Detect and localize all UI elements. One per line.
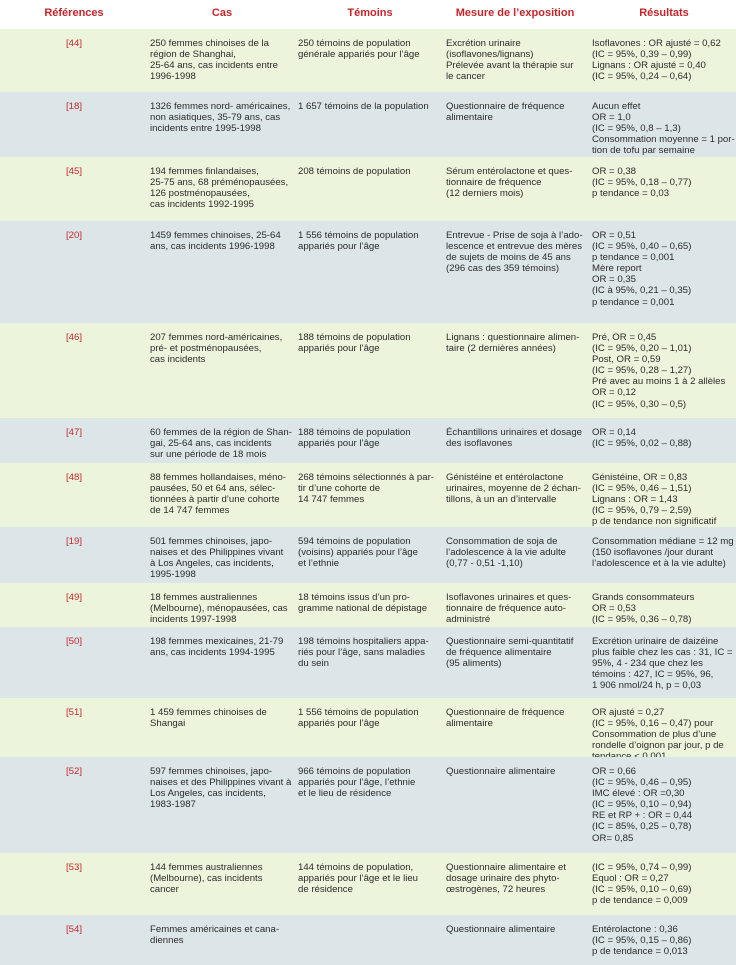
- cas-cell: [150, 472, 286, 516]
- cas-line: pausées, 50 et 64 ans, sélec-: [150, 483, 276, 495]
- resultats-line: RE et RP + : OR = 0,44: [592, 810, 693, 822]
- mesure-line: tionnaire de fréquence auto-: [446, 603, 567, 615]
- cas-line: ans, cas incidents 1994-1995: [150, 647, 275, 659]
- resultats-line: OR = 1,0: [592, 112, 631, 124]
- reference-cell: [52]: [65, 766, 82, 777]
- cas-cell: [150, 332, 282, 365]
- resultats-line: Pré avec au moins 1 à 2 allèles: [592, 376, 726, 388]
- mesure-line: dosage urinaire des phyto-: [446, 873, 560, 885]
- mesure-line: Prélevée avant la thérapie sur: [446, 60, 574, 72]
- mesure-cell: [446, 332, 579, 354]
- resultats-line: OR = 0,53: [592, 603, 636, 615]
- cas-line: à Los Angeles, cas incidents,: [150, 558, 274, 570]
- mesure-cell: [446, 101, 564, 123]
- mesure-cell: [446, 592, 571, 625]
- resultats-line: IMC élevé : OR =0,30: [592, 788, 685, 800]
- resultats-line: Post, OR = 0,59: [592, 354, 661, 366]
- reference-cell: [19]: [65, 536, 82, 547]
- resultats-line: Pré, OR = 0,45: [592, 332, 657, 343]
- temoins-line: gramme national de dépistage: [298, 603, 428, 615]
- mesure-line: (0,77 - 0,51 -1,10): [446, 558, 523, 570]
- cas-line: 501 femmes chinoises, japo-: [150, 536, 273, 547]
- mesure-cell: [446, 38, 573, 82]
- cas-line: 1326 femmes nord- américaines,: [150, 101, 291, 112]
- reference-cell: [46]: [65, 332, 82, 343]
- mesure-cell: [446, 472, 581, 505]
- mesure-line: le cancer: [446, 71, 485, 83]
- resultats-line: OR = 0,38: [592, 166, 636, 177]
- resultats-line: OR= 0,85: [592, 832, 634, 844]
- cas-line: ans, cas incidents 1996-1998: [150, 241, 275, 253]
- resultats-line: Aucun effet: [592, 101, 641, 112]
- temoins-line: 14 747 femmes: [298, 494, 365, 506]
- table-row: [0, 853, 736, 915]
- mesure-cell: [446, 536, 566, 569]
- resultats-cell: [592, 536, 734, 569]
- cas-cell: [150, 230, 281, 252]
- resultats-line: Equol : OR = 0,27: [592, 873, 669, 885]
- resultats-cell: [592, 472, 716, 527]
- resultats-line: OR = 0,14: [592, 427, 636, 438]
- resultats-line: (IC = 95%, 0,39 – 0,99): [592, 49, 692, 61]
- temoins-line: 1 657 témoins de la population: [298, 101, 429, 112]
- cas-line: tionnées à partir d’une cohorte: [150, 494, 280, 506]
- mesure-line: Sérum entérolactone et ques-: [446, 166, 573, 177]
- cas-line: 207 femmes nord-américaines,: [150, 332, 283, 343]
- mesure-line: Génistéine et entérolactone: [446, 472, 564, 483]
- resultats-line: (IC = 95%, 0,8 – 1,3): [592, 123, 681, 135]
- resultats-line: (IC = 95%, 0,10 – 0,94): [592, 799, 692, 811]
- mesure-line: Isoflavones urinaires et ques-: [446, 592, 572, 603]
- cas-line: incidents 1997-1998: [150, 614, 237, 626]
- cas-cell: [150, 166, 288, 210]
- mesure-line: administré: [446, 614, 491, 626]
- cas-line: 18 femmes australiennes: [150, 592, 258, 603]
- cas-cell: [150, 101, 290, 134]
- temoins-line: de résidence: [298, 884, 353, 896]
- cas-line: 597 femmes chinoises, japo-: [150, 766, 273, 777]
- cas-cell: [150, 707, 267, 729]
- reference-cell: [45]: [65, 166, 82, 177]
- resultats-line: Lignans : OR ajusté = 0,40: [592, 60, 706, 72]
- resultats-line: (IC à 95%, 0,21 – 0,35): [592, 285, 692, 297]
- mesure-cell: [446, 862, 566, 895]
- mesure-line: (12 derniers mois): [446, 188, 524, 200]
- header-temoins: Témoins: [347, 7, 393, 19]
- resultats-line: (IC = 95%, 0,46 – 0,95): [592, 777, 692, 789]
- temoins-line: 18 témoins issus d’un pro-: [298, 592, 410, 603]
- reference-cell: [44]: [65, 38, 82, 49]
- reference-cell: [18]: [65, 101, 82, 112]
- temoins-line: 268 témoins sélectionnés à par-: [298, 472, 434, 483]
- mesure-line: (95 aliments): [446, 658, 502, 670]
- table-row: [0, 418, 736, 463]
- table-row: [0, 915, 736, 965]
- resultats-line: (IC = 95%, 0,18 – 0,77): [592, 177, 692, 189]
- table-row: [0, 29, 736, 92]
- mesure-cell: [446, 766, 555, 777]
- table-row: [0, 463, 736, 527]
- temoins-cell: [298, 592, 427, 614]
- resultats-line: (IC = 95%, 0,79 – 2,59): [592, 505, 692, 517]
- mesure-line: alimentaire: [446, 112, 493, 124]
- resultats-line: (IC = 95%, 0,46 – 1,51): [592, 483, 692, 495]
- resultats-cell: [592, 592, 694, 625]
- mesure-line: l’adolescence à la vie adulte: [446, 547, 567, 559]
- resultats-line: (IC = 95%, 0,16 – 0,47) pour: [592, 718, 714, 730]
- cas-line: naises et des Philippines vivant: [150, 547, 284, 559]
- temoins-line: 594 témoins de population: [298, 536, 411, 547]
- temoins-line: 1 556 témoins de population: [298, 707, 419, 718]
- resultats-cell: [592, 38, 721, 82]
- header-references: Références: [44, 7, 104, 19]
- cas-line: gai, 25-64 ans, cas incidents: [150, 438, 272, 450]
- temoins-line: appariés pour l’âge: [298, 438, 380, 450]
- table-row: [0, 583, 736, 627]
- mesure-line: (isoflavones/lignans): [446, 49, 534, 61]
- mesure-line: lescence et entrevue des mères: [446, 241, 582, 253]
- mesure-line: de fréquence alimentaire: [446, 647, 552, 659]
- resultats-line: Consommation médiane = 12 mg: [592, 536, 734, 547]
- mesure-line: Questionnaire semi-quantitatif: [446, 636, 574, 647]
- table-row: [0, 323, 736, 418]
- temoins-cell: [298, 427, 411, 449]
- resultats-line: témoins : 427, IC = 95%, 96,: [592, 669, 714, 681]
- resultats-cell: [592, 766, 692, 844]
- cas-line: non asiatiques, 35-79 ans, cas: [150, 112, 281, 124]
- reference-cell: [47]: [65, 427, 82, 438]
- resultats-line: OR = 0,51: [592, 230, 636, 241]
- table-header: [0, 0, 736, 30]
- table-row: [0, 757, 736, 853]
- resultats-line: Grands consommateurs: [592, 592, 695, 603]
- table-row: [0, 157, 736, 221]
- resultats-line: OR = 0,35: [592, 274, 636, 286]
- cas-line: Shangai: [150, 718, 186, 730]
- cas-cell: [150, 636, 283, 658]
- reference-cell: [48]: [65, 472, 82, 483]
- resultats-line: (IC = 85%, 0,25 – 0,78): [592, 821, 692, 833]
- reference-cell: [53]: [65, 862, 82, 873]
- resultats-line: plus faible chez les cas : 31, IC =: [592, 647, 733, 659]
- table-row: [0, 698, 736, 757]
- temoins-line: 198 témoins hospitaliers appa-: [298, 636, 429, 647]
- cas-line: 60 femmes de la région de Shan-: [150, 427, 292, 438]
- temoins-cell: [298, 636, 429, 669]
- mesure-line: tionnaire de fréquence: [446, 177, 542, 189]
- temoins-cell: [298, 472, 434, 505]
- resultats-cell: [592, 332, 725, 410]
- resultats-line: OR ajusté = 0,27: [592, 707, 665, 718]
- mesure-line: de sujets de moins de 45 ans: [446, 252, 571, 264]
- temoins-line: appariés pour l’âge: [298, 241, 380, 253]
- resultats-line: p tendance = 0,03: [592, 188, 670, 200]
- header-resultats: Résultats: [639, 7, 689, 19]
- temoins-line: riés pour l’âge, sans maladies: [298, 647, 425, 659]
- temoins-line: et l’ethnie: [298, 558, 340, 570]
- reference-cell: [50]: [65, 636, 82, 647]
- table-row: [0, 221, 736, 323]
- cas-line: cancer: [150, 884, 179, 896]
- cas-line: 126 postménopausées,: [150, 188, 250, 200]
- resultats-line: p de tendance = 0,009: [592, 895, 688, 907]
- mesure-line: (296 cas des 359 témoins): [446, 263, 560, 275]
- mesure-line: Questionnaire de fréquence: [446, 707, 565, 718]
- resultats-line: p tendance = 0,001: [592, 252, 675, 264]
- resultats-line: l’adolescence et à la vie adulte): [592, 558, 726, 570]
- mesure-cell: [446, 636, 573, 669]
- mesure-line: alimentaire: [446, 718, 493, 730]
- cas-line: (Melbourne), ménopausées, cas: [150, 603, 288, 615]
- resultats-cell: [592, 707, 724, 762]
- cas-line: 1996-1998: [150, 71, 196, 83]
- cas-line: 1 459 femmes chinoises de: [150, 707, 267, 718]
- cas-cell: [150, 924, 279, 946]
- mesure-cell: [446, 924, 555, 935]
- resultats-line: 1 906 nmol/24 h, p = 0,03: [592, 680, 702, 692]
- table-row: [0, 527, 736, 583]
- table-row: [0, 627, 736, 698]
- cas-line: 25-64 ans, cas incidents entre: [150, 60, 278, 72]
- cas-line: Femmes américaines et cana-: [150, 924, 280, 935]
- temoins-line: 144 témoins de population,: [298, 862, 414, 873]
- temoins-line: 250 témoins de population: [298, 38, 411, 49]
- mesure-line: des isoflavones: [446, 438, 513, 450]
- temoins-line: 208 témoins de population: [298, 166, 411, 177]
- cas-cell: [150, 38, 278, 82]
- resultats-line: Consommation de plus d’une: [592, 729, 717, 741]
- mesure-cell: [446, 166, 572, 199]
- temoins-line: et le lieu de résidence: [298, 788, 392, 800]
- mesure-line: Questionnaire alimentaire: [446, 924, 556, 935]
- cas-line: 25-75 ans, 68 préménopausées,: [150, 177, 289, 189]
- cas-line: (Melbourne), cas incidents: [150, 873, 263, 885]
- resultats-line: (IC = 95%, 0,10 – 0,69): [592, 884, 692, 896]
- cas-cell: [150, 766, 291, 810]
- table-row: [0, 92, 736, 157]
- cas-line: incidents entre 1995-1998: [150, 123, 261, 135]
- header-mesure: Mesure de l’exposition: [455, 7, 575, 19]
- temoins-line: appariés pour l’âge, l’ethnie: [298, 777, 416, 789]
- temoins-line: 188 témoins de population: [298, 427, 411, 438]
- mesure-line: Échantillons urinaires et dosage: [446, 427, 582, 438]
- resultats-line: p de tendance = 0,013: [592, 946, 688, 958]
- temoins-line: 1 556 témoins de population: [298, 230, 419, 241]
- resultats-line: Mère report: [592, 263, 642, 275]
- cas-line: 1983-1987: [150, 799, 196, 811]
- cas-line: cas incidents 1992-1995: [150, 199, 255, 211]
- resultats-cell: [592, 101, 735, 156]
- temoins-line: 966 témoins de population: [298, 766, 411, 777]
- cas-line: diennes: [150, 935, 184, 947]
- cas-line: 194 femmes finlandaises,: [150, 166, 259, 177]
- temoins-cell: [298, 230, 419, 252]
- temoins-cell: [298, 332, 411, 354]
- resultats-line: (IC = 95%, 0,20 – 1,01): [592, 343, 692, 355]
- resultats-cell: [592, 924, 691, 957]
- cas-line: pré- et postménopausées,: [150, 343, 262, 355]
- resultats-line: OR = 0,66: [592, 766, 636, 777]
- resultats-line: Isoflavones : OR ajusté = 0,62: [592, 38, 721, 49]
- cas-line: de 14 747 femmes: [150, 505, 230, 517]
- reference-cell: [54]: [65, 924, 82, 935]
- resultats-cell: [592, 862, 691, 906]
- mesure-line: Entrevue - Prise de soja à l’ado-: [446, 230, 583, 241]
- mesure-line: œstrogènes, 72 heures: [446, 884, 546, 896]
- mesure-line: urinaires, moyenne de 2 échan-: [446, 483, 581, 495]
- temoins-cell: [298, 536, 418, 569]
- resultats-cell: [592, 427, 691, 449]
- cas-line: 88 femmes hollandaises, méno-: [150, 472, 286, 483]
- resultats-line: 95%, 4 - 234 que chez les: [592, 658, 703, 670]
- cas-cell: [150, 536, 283, 580]
- mesure-cell: [446, 230, 583, 274]
- cas-line: 1995-1998: [150, 569, 196, 581]
- cas-line: Los Angeles, cas incidents,: [150, 788, 266, 800]
- temoins-line: tir d’une cohorte de: [298, 483, 381, 495]
- mesure-line: Excrétion urinaire: [446, 38, 521, 49]
- mesure-cell: [446, 707, 564, 729]
- resultats-line: p de tendance non significatif: [592, 516, 717, 528]
- temoins-line: générale appariés pour l’âge: [298, 49, 420, 61]
- mesure-line: Questionnaire alimentaire: [446, 766, 556, 777]
- resultats-cell: [592, 636, 733, 691]
- reference-cell: [49]: [65, 592, 82, 603]
- resultats-line: OR = 0,12: [592, 387, 636, 399]
- resultats-line: Entérolactone : 0,36: [592, 924, 678, 935]
- resultats-line: p tendance = 0,001: [592, 296, 675, 308]
- resultats-line: (IC = 95%, 0,30 – 0,5): [592, 398, 687, 410]
- resultats-line: (IC = 95%, 0,74 – 0,99): [592, 862, 692, 873]
- resultats-line: (150 isoflavones /jour durant: [592, 547, 714, 559]
- resultats-line: (IC = 95%, 0,02 – 0,88): [592, 438, 692, 450]
- cas-line: sur une période de 18 mois: [150, 449, 267, 461]
- resultats-line: (IC = 95%, 0,36 – 0,78): [592, 614, 692, 626]
- resultats-cell: [592, 166, 691, 199]
- temoins-line: appariés pour l’âge: [298, 718, 380, 730]
- reference-cell: [51]: [65, 707, 82, 718]
- cas-line: 250 femmes chinoises de la: [150, 38, 269, 49]
- mesure-cell: [446, 427, 582, 449]
- resultats-line: Excrétion urinaire de daizéine: [592, 636, 719, 647]
- resultats-line: (IC = 95%, 0,40 – 0,65): [592, 241, 692, 253]
- mesure-line: taire (2 dernières années): [446, 343, 556, 355]
- cas-line: 144 femmes australiennes: [150, 862, 263, 873]
- resultats-line: (IC = 95%, 0,24 – 0,64): [592, 71, 692, 83]
- resultats-line: (IC = 95%, 0,15 – 0,86): [592, 935, 692, 947]
- temoins-line: du sein: [298, 658, 329, 670]
- cas-line: 1459 femmes chinoises, 25-64: [150, 230, 281, 241]
- cas-line: 198 femmes mexicaines, 21-79: [150, 636, 284, 647]
- temoins-cell: [298, 38, 420, 60]
- mesure-line: Consommation de soja de: [446, 536, 558, 547]
- header-cas: Cas: [211, 7, 233, 19]
- temoins-cell: [298, 166, 411, 177]
- temoins-line: 188 témoins de population: [298, 332, 411, 343]
- temoins-line: (voisins) appariés pour l’âge: [298, 547, 418, 559]
- resultats-line: (IC = 95%, 0,28 – 1,27): [592, 365, 692, 377]
- resultats-cell: [592, 230, 691, 308]
- temoins-cell: [298, 707, 419, 729]
- cas-cell: [150, 862, 263, 895]
- cas-line: naises et des Philippines vivant à: [150, 777, 292, 789]
- temoins-line: appariés pour l’âge et le lieu: [298, 873, 419, 885]
- cas-cell: [150, 427, 292, 460]
- cas-line: région de Shanghai,: [150, 49, 236, 61]
- temoins-cell: [298, 766, 415, 799]
- cas-line: cas incidents: [150, 354, 206, 366]
- temoins-cell: [298, 862, 418, 895]
- resultats-line: Génistéine, OR = 0,83: [592, 472, 688, 483]
- temoins-cell: [298, 101, 429, 112]
- mesure-line: tillons, à un an d’intervalle: [446, 494, 557, 506]
- temoins-line: appariés pour l’âge: [298, 343, 380, 355]
- resultats-line: Consommation moyenne = 1 por-: [592, 134, 735, 146]
- mesure-line: Lignans : questionnaire alimen-: [446, 332, 580, 343]
- mesure-line: Questionnaire alimentaire et: [446, 862, 566, 873]
- cas-cell: [150, 592, 288, 625]
- mesure-line: Questionnaire de fréquence: [446, 101, 565, 112]
- resultats-line: tion de tofu par semaine: [592, 145, 695, 157]
- reference-cell: [20]: [65, 230, 82, 241]
- resultats-line: rondelle d’oignon par jour, p de: [592, 740, 724, 752]
- resultats-line: Lignans : OR = 1,43: [592, 494, 678, 506]
